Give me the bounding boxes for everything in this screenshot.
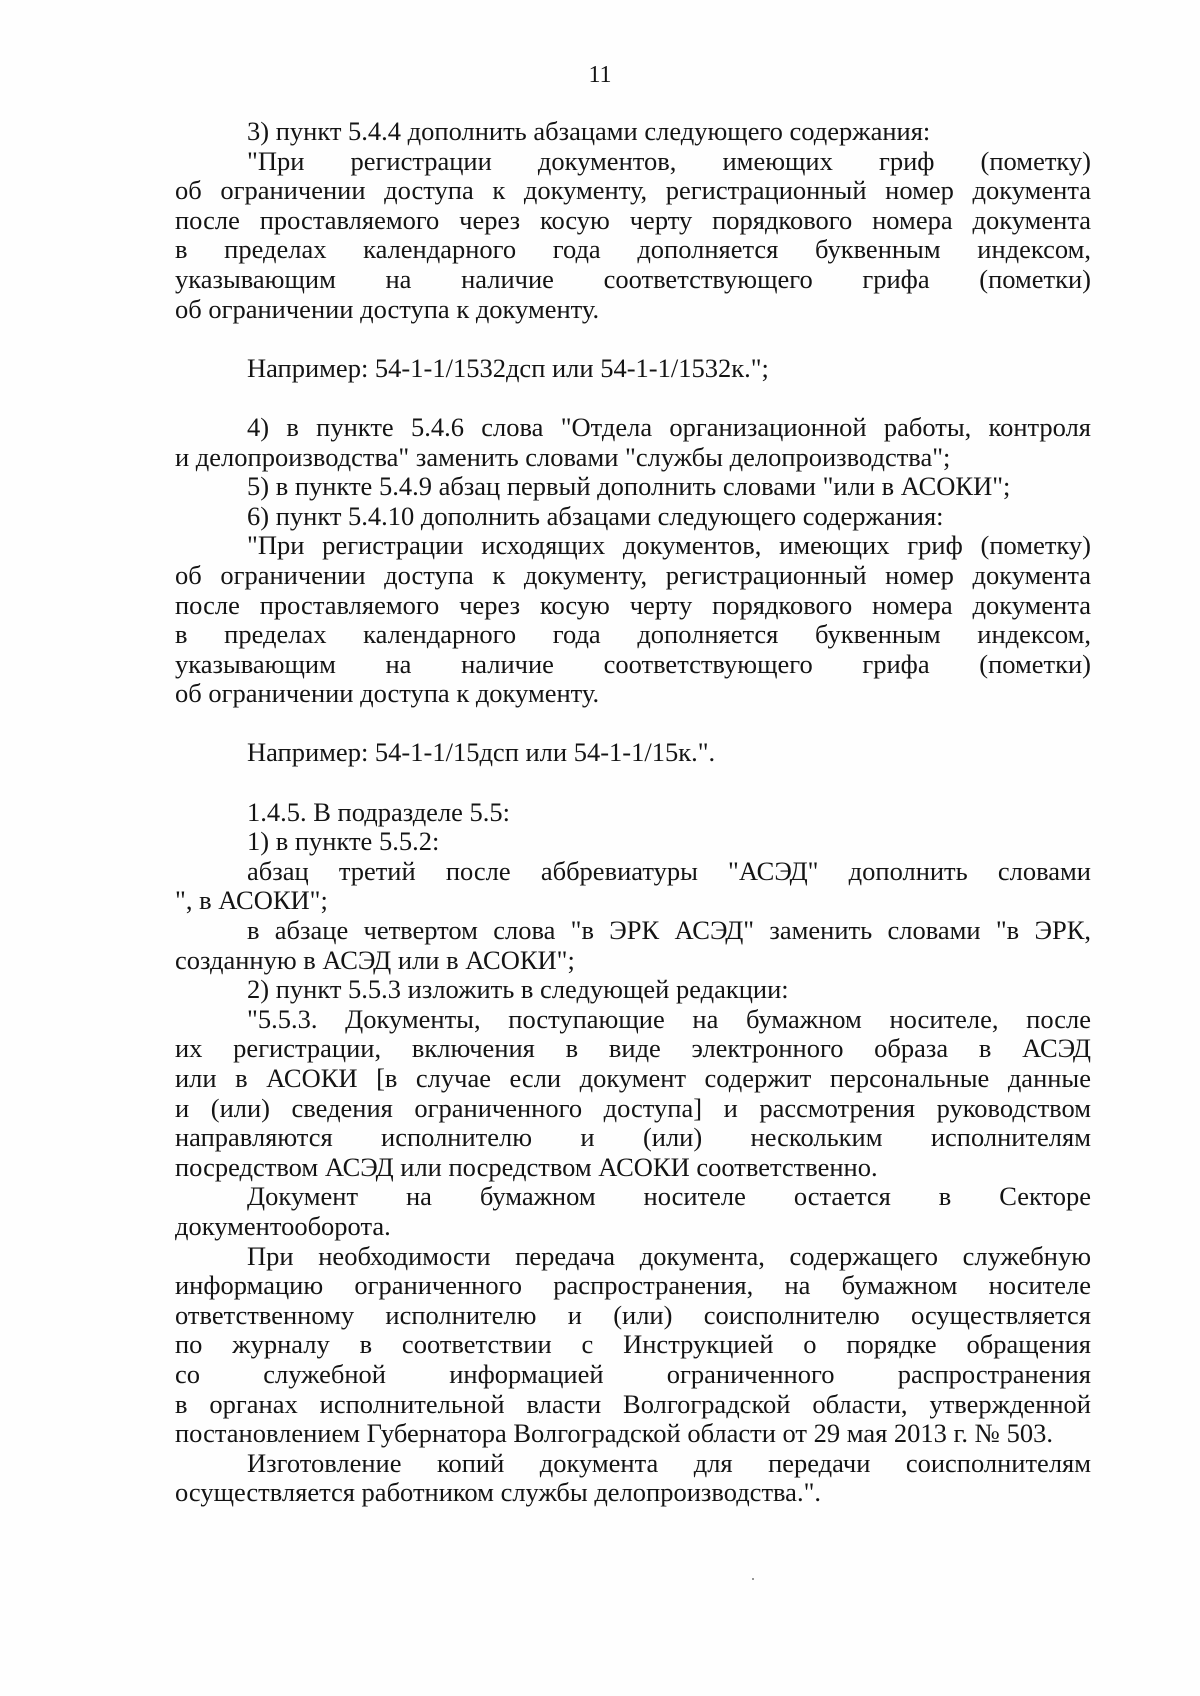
text-line: после проставляемого через косую черту порядкового номера документа xyxy=(175,589,1091,620)
text-line: в абзаце четвертом слова "в ЭРК АСЭД" заменить словами "в ЭРК, xyxy=(247,915,1091,946)
text-line: Например: 54-1-1/15дсп или 54-1-1/15к.". xyxy=(247,737,716,768)
paragraph-gap xyxy=(175,383,1091,413)
text-line: посредством АСЭД или посредством АСОКИ соответственно. xyxy=(175,1151,878,1182)
text-line: их регистрации, включения в виде электронного образа в АСЭД xyxy=(175,1033,1091,1064)
document-body xyxy=(175,117,1091,1508)
text-line: постановлением Губернатора Волгоградской области от 29 мая 2013 г. № 503. xyxy=(175,1418,1053,1449)
text-line: в органах исполнительной власти Волгоградской области, утвержденной xyxy=(175,1388,1091,1419)
text-line: "5.5.3. Документы, поступающие на бумажном носителе, после xyxy=(247,1003,1091,1034)
text-line: и делопроизводства" заменить словами "службы делопроизводства"; xyxy=(175,441,951,472)
paragraph-gap xyxy=(175,324,1091,354)
text-line: в пределах календарного года дополняется буквенным индексом, xyxy=(175,234,1091,265)
text-line: об ограничении доступа к документу, регистрационный номер документа xyxy=(175,559,1091,590)
text-line: или в АСОКИ [в случае если документ содержит персональные данные xyxy=(175,1063,1091,1093)
text-line: направляются исполнителю и (или) нескольким исполнителям xyxy=(175,1122,1091,1153)
text-line: ", в АСОКИ"; xyxy=(175,885,328,916)
text-line: указывающим на наличие соответствующего грифа (пометки) xyxy=(175,648,1091,679)
text-line: 1.4.5. В подразделе 5.5: xyxy=(247,796,511,827)
text-line: об ограничении доступа к документу, регистрационный номер документа xyxy=(175,175,1091,206)
text-line: ответственному исполнителю и (или) соисполнителю осуществляется xyxy=(175,1299,1091,1330)
text-line: указывающим на наличие соответствующего грифа (пометки) xyxy=(175,263,1091,294)
text-line: 5) в пункте 5.4.9 абзац первый дополнить словами "или в АСОКИ"; xyxy=(247,471,1011,502)
text-line: 6) пункт 5.4.10 дополнить абзацами следующего содержания: xyxy=(247,500,944,531)
text-line: абзац третий после аббревиатуры "АСЭД" дополнить словами xyxy=(247,855,1091,886)
scan-dot-mark xyxy=(752,1578,754,1580)
text-line: в пределах календарного года дополняется буквенным индексом, xyxy=(175,619,1091,650)
text-line: Документ на бумажном носителе остается в Секторе xyxy=(247,1181,1091,1212)
text-line: и (или) сведения ограниченного доступа] и рассмотрения руководством xyxy=(175,1092,1091,1123)
text-line: "При регистрации документов, имеющих гриф (пометку) xyxy=(247,145,1091,176)
text-line: 2) пункт 5.5.3 изложить в следующей редакции: xyxy=(247,974,789,1005)
text-line: Изготовление копий документа для передачи соисполнителям xyxy=(247,1447,1091,1478)
text-line: об ограничении доступа к документу. xyxy=(175,678,600,709)
text-line: после проставляемого через косую черту порядкового номера документа xyxy=(175,204,1091,235)
text-line: "При регистрации исходящих документов, имеющих гриф (пометку) xyxy=(247,530,1091,561)
paragraph-gap xyxy=(175,768,1091,798)
text-line: 4) в пункте 5.4.6 слова "Отдела организационной работы, контроля xyxy=(247,411,1091,442)
text-line: документооборота. xyxy=(175,1210,391,1241)
text-line: по журналу в соответствии с Инструкцией о порядке обращения xyxy=(175,1329,1091,1360)
text-line: созданную в АСЭД или в АСОКИ"; xyxy=(175,944,575,975)
text-line: 1) в пункте 5.5.2: xyxy=(247,826,440,857)
text-line: При необходимости передача документа, содержащего служебную xyxy=(247,1240,1091,1271)
paragraph-gap xyxy=(175,709,1091,739)
text-line: со служебной информацией ограниченного распространения xyxy=(175,1358,1091,1389)
text-line: информацию ограниченного распространения, на бумажном носителе xyxy=(175,1270,1091,1301)
page-number: 11 xyxy=(588,62,612,88)
text-line: об ограничении доступа к документу. xyxy=(175,293,600,324)
text-line: осуществляется работником службы делопроизводства.". xyxy=(175,1477,822,1508)
text-line: Например: 54-1-1/1532дсп или 54-1-1/1532к."; xyxy=(247,352,769,383)
text-line: 3) пункт 5.4.4 дополнить абзацами следующего содержания: xyxy=(247,116,931,146)
